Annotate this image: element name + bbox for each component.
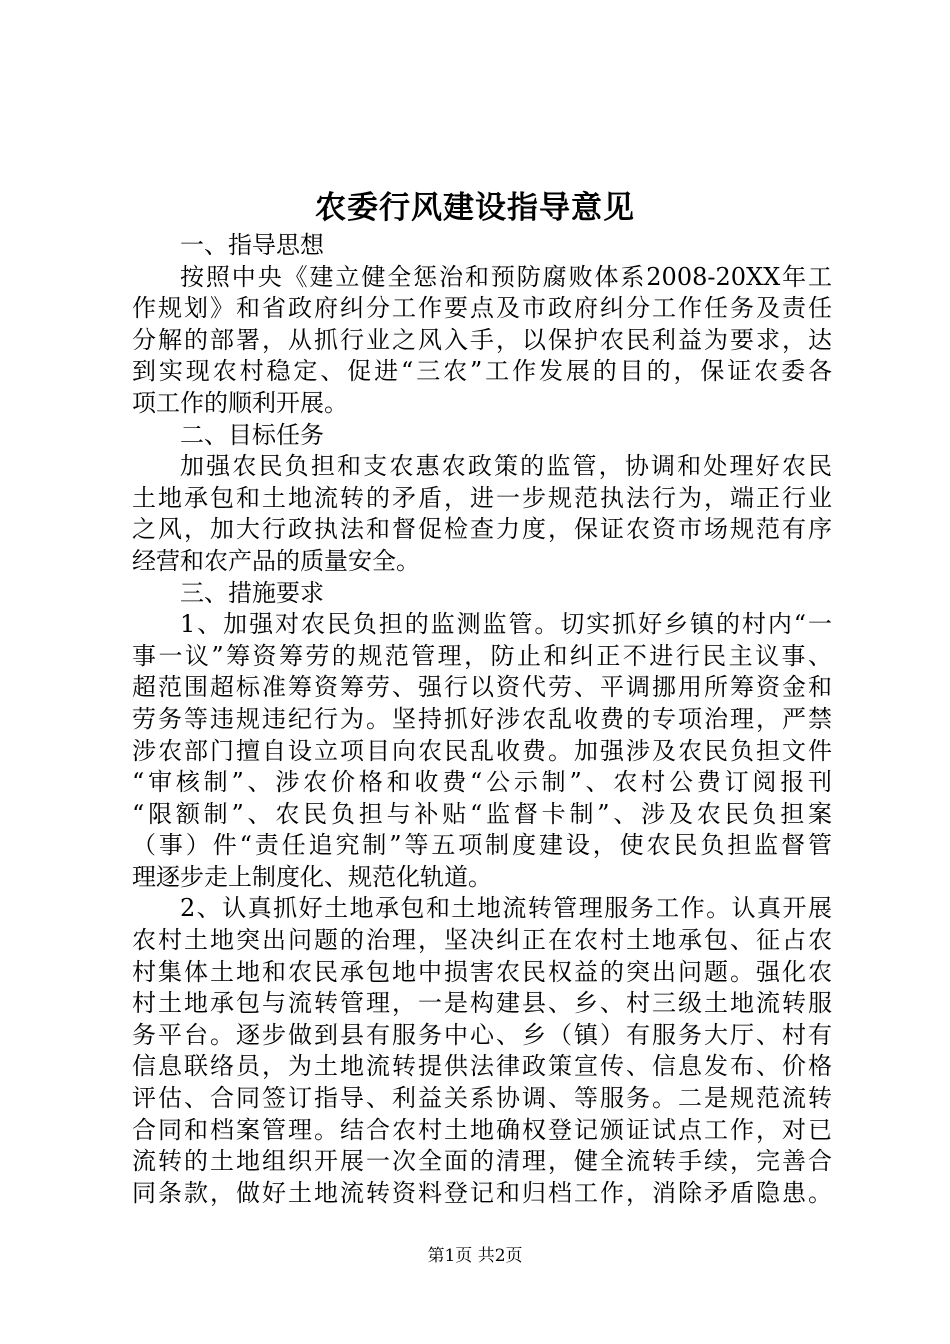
text-line: 合同和档案管理。结合农村土地确权登记颁证试点工作，对已 — [132, 1115, 832, 1144]
document-body — [132, 230, 832, 1209]
text-line: 村土地承包与流转管理，一是构建县、乡、村三级土地流转服 — [132, 989, 832, 1018]
text-line: 之风，加大行政执法和督促检查力度，保证农资市场规范有序 — [132, 515, 832, 544]
section-heading: 三、措施要求 — [180, 578, 324, 607]
text-line: 村集体土地和农民承包地中损害农民权益的突出问题。强化农 — [132, 957, 832, 986]
text-line: 劳务等违规违纪行为。坚持抓好涉农乱收费的专项治理，严禁 — [132, 704, 832, 733]
text-line: 经营和农产品的质量安全。 — [132, 546, 420, 575]
text-line: 按照中央《建立健全惩治和预防腐败体系2008-20XX年工 — [180, 262, 832, 291]
text-line: 评估、合同签订指导、利益关系协调、等服务。二是规范流转 — [132, 1084, 832, 1113]
text-line: 1、加强对农民负担的监测监管。切实抓好乡镇的村内“一 — [180, 610, 832, 639]
text-line: “审核制”、涉农价格和收费“公示制”、农村公费订阅报刊 — [132, 768, 832, 797]
document-title: 农委行风建设指导意见 — [315, 190, 635, 226]
text-line: 到实现农村稳定、促进“三农”工作发展的目的，保证农委各 — [132, 357, 832, 386]
text-line: 事一议”筹资筹劳的规范管理，防止和纠正不进行民主议事、 — [132, 641, 832, 670]
text-line: 项工作的顺利开展。 — [132, 388, 348, 417]
text-line: 理逐步走上制度化、规范化轨道。 — [132, 862, 492, 891]
text-line: 分解的部署，从抓行业之风入手，以保护农民利益为要求，达 — [132, 325, 832, 354]
text-line: 农村土地突出问题的治理，坚决纠正在农村土地承包、征占农 — [132, 926, 832, 955]
text-line: 涉农部门擅自设立项目向农民乱收费。加强涉及农民负担文件 — [132, 736, 832, 765]
section-heading: 一、指导思想 — [180, 231, 324, 259]
text-line: 土地承包和土地流转的矛盾，进一步规范执法行为，端正行业 — [132, 483, 832, 512]
text-line: 2、认真抓好土地承包和土地流转管理服务工作。认真开展 — [180, 894, 832, 923]
text-line: 作规划》和省政府纠分工作要点及市政府纠分工作任务及责任 — [132, 294, 832, 323]
text-line: 信息联络员，为土地流转提供法律政策宣传、信息发布、价格 — [132, 1052, 832, 1081]
text-line: 务平台。逐步做到县有服务中心、乡（镇）有服务大厅、村有 — [132, 1020, 832, 1049]
text-line: 加强农民负担和支农惠农政策的监管，协调和处理好农民 — [180, 452, 832, 481]
page-footer: 第1页 共2页 — [427, 1246, 523, 1266]
text-line: 流转的土地组织开展一次全面的清理，健全流转手续，完善合 — [132, 1147, 832, 1176]
text-line: “限额制”、农民负担与补贴“监督卡制”、涉及农民负担案 — [132, 799, 832, 828]
text-line: （事）件“责任追究制”等五项制度建设，使农民负担监督管 — [132, 831, 832, 860]
text-line: 同条款，做好土地流转资料登记和归档工作，消除矛盾隐患。 — [132, 1178, 832, 1207]
section-heading: 二、目标任务 — [180, 420, 324, 449]
text-line: 超范围超标准筹资筹劳、强行以资代劳、平调挪用所筹资金和 — [132, 673, 832, 702]
